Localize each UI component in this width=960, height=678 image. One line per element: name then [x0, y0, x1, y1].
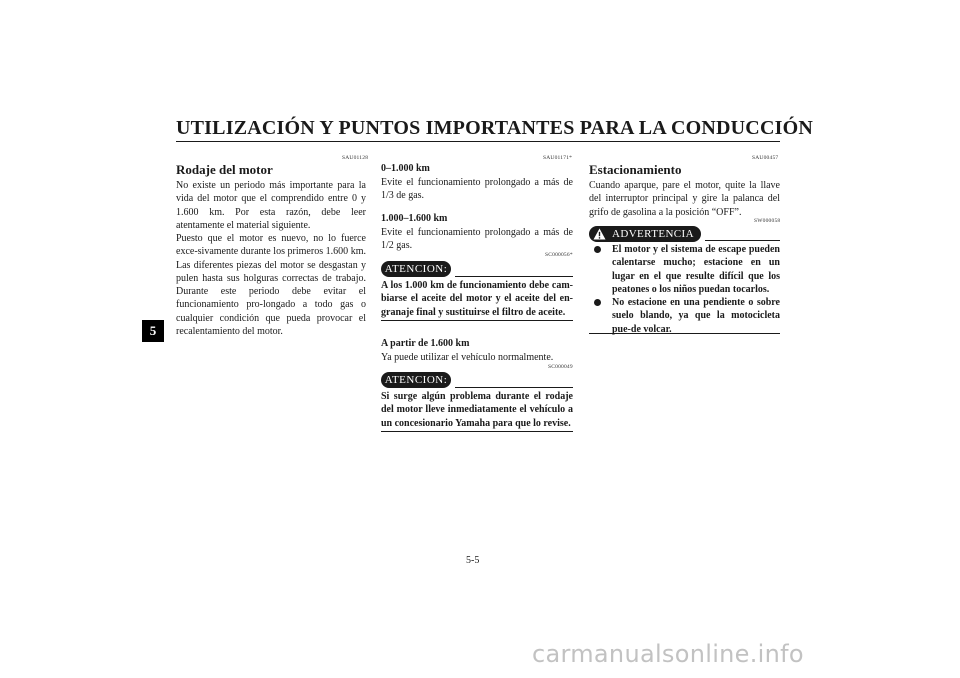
caution-rule	[455, 276, 573, 277]
warning-end-rule	[589, 333, 780, 334]
warning-triangle-icon	[593, 228, 606, 240]
paragraph: Puesto que el motor es nuevo, no lo fuerce exce-sivamente durante los primeros 1.600 km. Las diferentes piezas del motor se desgastan y pulen hasta sus holguras correctas de trabajo. Durante este periodo debe evitar el funcionamiento pro-longado a todo gas o cualquier condición que pueda provocar el recalentamiento del motor.	[176, 233, 366, 338]
caution-text: A los 1.000 km de funcionamiento debe cam-biarse el aceite del motor y el aceite del en-granaje final y sustituirse el filtro de aceite.	[381, 280, 573, 318]
warning-item-text: El motor y el sistema de escape pueden calentarse mucho; estacione en un lugar en el que resulte difícil que los peatones o los niños puedan tocarlos.	[612, 244, 780, 295]
stage-title: 1.000–1.600 km	[381, 213, 448, 224]
caution-rule	[455, 387, 573, 388]
warning-item	[589, 243, 780, 296]
warning-label: ADVERTENCIA	[612, 228, 694, 240]
watermark: carmanualsonline.info	[532, 640, 804, 668]
warning-code: SW000058	[754, 218, 781, 224]
caution-badge: ATENCION:	[381, 372, 451, 388]
warning-badge	[589, 226, 701, 242]
page-number: 5-5	[466, 555, 480, 566]
paragraph: No existe un periodo más importante para la vida del motor que el comprendido entre 0 y 1.600 km. Por esta razón, debe leer atentamente el material siguiente.	[176, 180, 366, 231]
warning-rule	[705, 240, 780, 241]
caution-text: Si surge algún problema durante el rodaje del motor lleve inmediatamente el vehículo a un concesionario Yamaha para que lo revise.	[381, 391, 573, 429]
chapter-tab: 5	[142, 320, 164, 342]
warning-item-text: No estacione en una pendiente o sobre suelo blando, ya que la motocicleta pue-de volcar.	[612, 297, 780, 335]
title-rule	[176, 141, 780, 142]
bullet-dot	[594, 299, 601, 306]
caution-end-rule	[381, 320, 573, 321]
page-title: UTILIZACIÓN Y PUNTOS IMPORTANTES PARA LA CONDUCCIÓN	[176, 117, 813, 139]
section-heading-parking: Estacionamiento	[589, 162, 682, 177]
paragraph: Cuando aparque, pare el motor, quite la llave del interruptor principal y gire la palanca del grifo de gasolina a la posición “OFF”.	[589, 180, 780, 218]
caution-code: SC000049	[548, 364, 573, 370]
caution-badge: ATENCION:	[381, 261, 451, 277]
stage-text: Evite el funcionamiento prolongado a más de 1/2 gas.	[381, 227, 573, 252]
caution-code: SC000056*	[545, 252, 573, 258]
section-code: SAU01128	[342, 155, 369, 161]
warning-item	[589, 296, 780, 336]
bullet-dot	[594, 246, 601, 253]
warning-list	[589, 243, 780, 336]
stage-title: 0–1.000 km	[381, 163, 430, 174]
stage-title: A partir de 1.600 km	[381, 338, 470, 349]
section-code: SAU00457	[752, 155, 779, 161]
stage-text: Ya puede utilizar el vehículo normalmente.	[381, 352, 554, 363]
section-code: SAU01171*	[543, 155, 573, 161]
stage-text: Evite el funcionamiento prolongado a más de 1/3 de gas.	[381, 177, 573, 202]
section-heading-break-in: Rodaje del motor	[176, 162, 273, 177]
caution-end-rule	[381, 431, 573, 432]
